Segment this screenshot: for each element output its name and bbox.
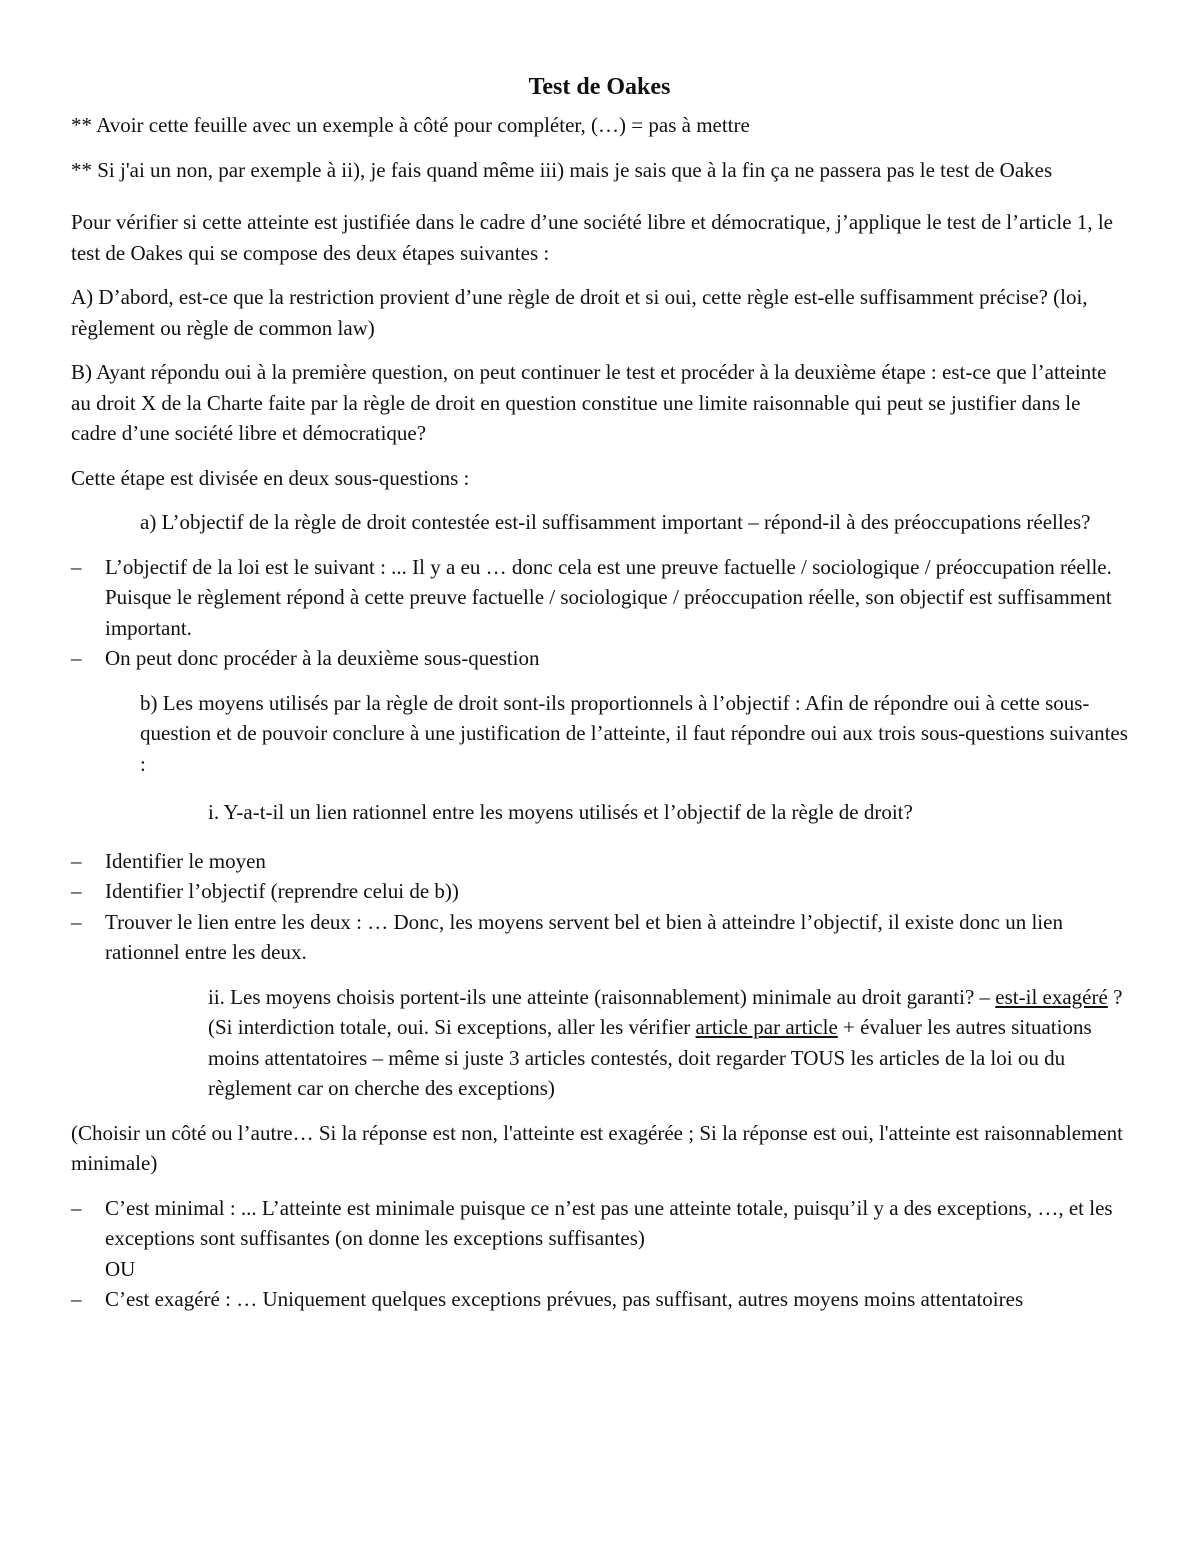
divided-paragraph: Cette étape est divisée en deux sous-questions : — [71, 465, 470, 490]
list-item: – On peut donc procéder à la deuxième sous-question — [71, 643, 1128, 674]
sub-question-b-i-list — [71, 846, 1128, 968]
sub-question-b-ii — [208, 982, 1128, 1104]
note-2: ** Si j'ai un non, par exemple à ii), je fais quand même iii) mais je sais que à la fin ça ne passera pas le test de Oakes — [71, 157, 1053, 182]
ii-text-3: + évaluer les autres situations moins attentatoires – même si juste 3 articles contestés, doit regarder TOUS les articles de la loi ou du règlement car on cherche des exceptions) — [208, 1015, 1092, 1100]
intro-paragraph: Pour vérifier si cette atteinte est justifiée dans le cadre d’une société libre et démocratique, j’applique le test de l’article 1, le test de Oakes qui se compose des deux étapes suivantes : — [71, 210, 1113, 265]
sub-question-a-list — [71, 552, 1128, 674]
step-b-paragraph: B) Ayant répondu oui à la première question, on peut continuer le test et procéder à la deuxième étape : est-ce que l’atteinte au droit X de la Charte faite par la règle de droit en question constitue une limite raisonnable qui peut se justifier dans le cadre d’une société libre et démocratique? — [71, 360, 1107, 445]
choose-paragraph: (Choisir un côté ou l’autre… Si la réponse est non, l'atteinte est exagérée ; Si la réponse est oui, l'atteinte est raisonnablement minimale) — [71, 1120, 1124, 1175]
ii-text-1: ii. Les moyens choisis portent-ils une atteinte (raisonnablement) minimale au droit garanti? – — [208, 984, 996, 1009]
list-item: – Identifier l’objectif (reprendre celui de b)) — [71, 876, 1128, 907]
list-item: – Identifier le moyen — [71, 846, 1128, 877]
sub-question-b: b) Les moyens utilisés par la règle de droit sont-ils proportionnels à l’objectif : Afin de répondre oui à cette sous-question et de pouvoir conclure à une justification de l’atteinte, il faut répondre oui aux trois sous-questions suivantes : — [140, 690, 1128, 776]
list-item-exagere: – C’est exagéré : … Uniquement quelques exceptions prévues, pas suffisant, autres moyens moins attentatoires — [71, 1284, 1128, 1315]
final-list — [71, 1193, 1128, 1315]
step-a-paragraph: A) D’abord, est-ce que la restriction provient d’une règle de droit et si oui, cette règle est-elle suffisamment précise? (loi, règlement ou règle de common law) — [71, 285, 1088, 340]
ii-text-2: ? (Si interdiction totale, oui. Si exceptions, aller les vérifier — [208, 984, 1123, 1039]
list-item-minimal — [71, 1193, 1128, 1285]
ou-text: OU — [105, 1256, 136, 1281]
sub-question-a: a) L’objectif de la règle de droit contestée est-il suffisamment important – répond-il à des préoccupations réelles? — [140, 510, 1091, 534]
ii-underlined-2: article par article — [695, 1015, 838, 1039]
list-item: – Trouver le lien entre les deux : … Donc, les moyens servent bel et bien à atteindre l’objectif, il existe donc un lien rationnel entre les deux. — [71, 907, 1128, 968]
note-1: ** Avoir cette feuille avec un exemple à côté pour compléter, (…) = pas à mettre — [71, 113, 750, 137]
sub-question-b-i: i. Y-a-t-il un lien rationnel entre les moyens utilisés et l’objectif de la règle de droit? — [208, 800, 913, 824]
minimal-text: C’est minimal : ... L’atteinte est minimale puisque ce n’est pas une atteinte totale, puisqu’il y a des exceptions, …, et les exceptions sont suffisantes (on donne les exceptions suffisantes) — [105, 1195, 1113, 1250]
list-item: – L’objectif de la loi est le suivant : ... Il y a eu … donc cela est une preuve factuelle / sociologique / préoccupation réelle. Puisque le règlement répond à cette preuve factuelle / sociologique / préoccupation réelle, son objectif est suffisamment important. — [71, 552, 1128, 644]
page-title: Test de Oakes — [528, 74, 671, 100]
ii-underlined-1: est-il exagéré — [995, 984, 1108, 1009]
